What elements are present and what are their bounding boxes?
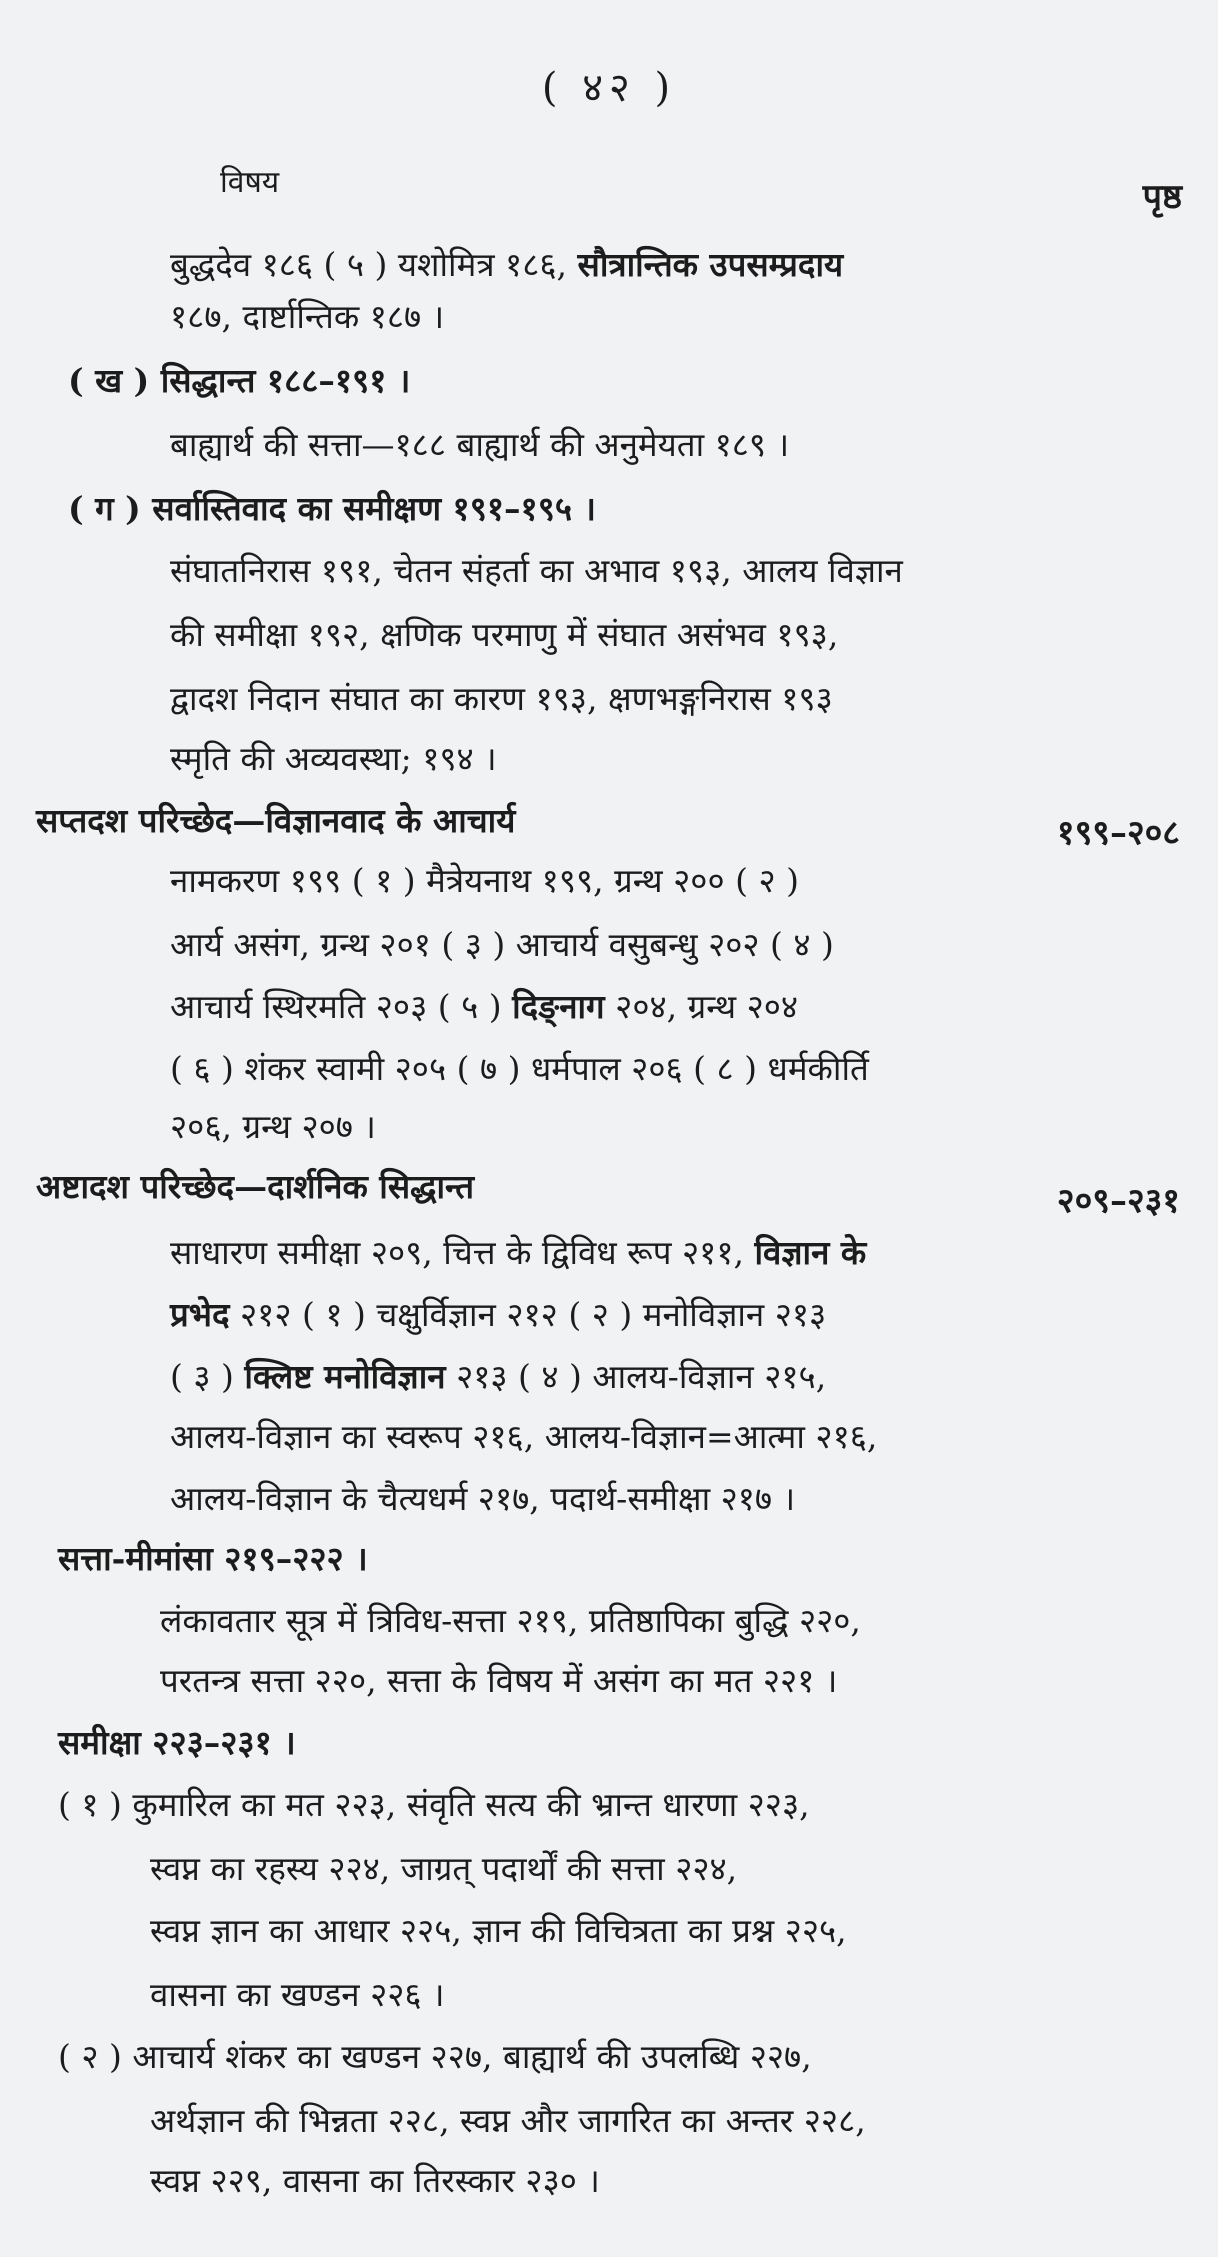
- toc-line: आर्य असंग, ग्रन्थ २०१ ( ३ ) आचार्य वसुबन्धु २०२ ( ४ ): [170, 925, 834, 964]
- chapter-heading: अष्टादश परिच्छेद—दार्शनिक सिद्धान्त: [36, 1167, 475, 1206]
- toc-line: अर्थज्ञान की भिन्नता २२८, स्वप्न और जागरित का अन्तर २२८,: [150, 2101, 866, 2140]
- toc-line: द्वादश निदान संघात का कारण १९३, क्षणभङ्गनिरास १९३: [170, 679, 833, 718]
- toc-line: स्वप्न ज्ञान का आधार २२५, ज्ञान की विचित्रता का प्रश्न २२५,: [150, 1911, 847, 1950]
- chapter-heading: सप्तदश परिच्छेद—विज्ञानवाद के आचार्य: [36, 801, 516, 840]
- toc-line: [170, 987, 799, 1026]
- toc-text-bold: क्लिष्ट मनोविज्ञान: [244, 1357, 446, 1396]
- toc-line: [170, 1357, 827, 1396]
- toc-line: स्वप्न का रहस्य २२४, जाग्रत् पदार्थों की सत्ता २२४,: [150, 1849, 738, 1888]
- toc-line: वासना का खण्डन २२६ ।: [150, 1975, 445, 2014]
- chapter-page-range: १९९–२०८: [1056, 813, 1180, 853]
- toc-line: आलय-विज्ञान के चैत्यधर्म २१७, पदार्थ-समीक्षा २१७ ।: [170, 1479, 796, 1518]
- toc-text: ( ३ ): [170, 1357, 234, 1396]
- toc-line: स्मृति की अव्यवस्था; १९४ ।: [170, 739, 497, 778]
- page-number: ( ४२ ): [541, 65, 677, 111]
- header-subject: विषय: [220, 165, 280, 200]
- toc-line: नामकरण १९९ ( १ ) मैत्रेयनाथ १९९, ग्रन्थ २०० ( २ ): [170, 861, 799, 900]
- toc-text-bold: प्रभेद: [170, 1295, 230, 1334]
- toc-subheading: सत्ता-मीमांसा २१९–२२२ ।: [58, 1539, 368, 1578]
- toc-line: २०६, ग्रन्थ २०७ ।: [170, 1107, 376, 1146]
- header-page: पृष्ठ: [1142, 177, 1182, 217]
- toc-line: संघातनिरास १९१, चेतन संहर्ता का अभाव १९३, आलय विज्ञान: [170, 551, 903, 590]
- toc-line: स्वप्न २२९, वासना का तिरस्कार २३० ।: [150, 2161, 600, 2200]
- toc-text: २०४, ग्रन्थ २०४: [615, 987, 799, 1026]
- toc-subheading: ( ख ) सिद्धान्त १८८–१९१ ।: [68, 361, 411, 400]
- toc-text: साधारण समीक्षा २०९, चित्त के द्विविध रूप २११,: [170, 1233, 744, 1272]
- toc-text: आचार्य स्थिरमति २०३ ( ५ ): [170, 987, 502, 1026]
- toc-text: २१३ ( ४ ) आलय-विज्ञान २१५,: [456, 1357, 827, 1396]
- toc-text-bold: विज्ञान के: [754, 1233, 867, 1272]
- toc-line: [170, 1233, 867, 1272]
- toc-line: ( २ ) आचार्य शंकर का खण्डन २२७, बाह्यार्थ की उपलब्धि २२७,: [58, 2037, 812, 2076]
- toc-line: ( ६ ) शंकर स्वामी २०५ ( ७ ) धर्मपाल २०६ ( ८ ) धर्मकीर्ति: [170, 1049, 869, 1088]
- toc-line: [170, 245, 844, 284]
- toc-line: लंकावतार सूत्र में त्रिविध-सत्ता २१९, प्रतिष्ठापिका बुद्धि २२०,: [160, 1601, 861, 1640]
- toc-line: बाह्यार्थ की सत्ता—१८८ बाह्यार्थ की अनुमेयता १८९ ।: [170, 425, 790, 464]
- toc-text: २१२ ( १ ) चक्षुर्विज्ञान २१२ ( २ ) मनोविज्ञान २१३: [240, 1295, 827, 1334]
- toc-line: १८७, दार्ष्टान्तिक १८७ ।: [170, 297, 445, 336]
- toc-text-bold: दिङ्नाग: [512, 987, 605, 1026]
- toc-line: की समीक्षा १९२, क्षणिक परमाणु में संघात असंभव १९३,: [170, 615, 839, 654]
- toc-subheading: समीक्षा २२३–२३१ ।: [58, 1723, 296, 1762]
- toc-subheading: ( ग ) सर्वास्तिवाद का समीक्षण १९१–१९५ ।: [68, 489, 597, 528]
- toc-text-bold: सौत्रान्तिक उपसम्प्रदाय: [577, 245, 844, 284]
- toc-text: बुद्धदेव १८६ ( ५ ) यशोमित्र १८६,: [170, 245, 568, 284]
- toc-line: आलय-विज्ञान का स्वरूप २१६, आलय-विज्ञान=आत्मा २१६,: [170, 1417, 878, 1456]
- toc-line: परतन्त्र सत्ता २२०, सत्ता के विषय में असंग का मत २२१ ।: [160, 1661, 838, 1700]
- toc-line: [170, 1295, 827, 1334]
- toc-line: ( १ ) कुमारिल का मत २२३, संवृति सत्य की भ्रान्त धारणा २२३,: [58, 1785, 810, 1824]
- chapter-page-range: २०९–२३१: [1056, 1181, 1180, 1221]
